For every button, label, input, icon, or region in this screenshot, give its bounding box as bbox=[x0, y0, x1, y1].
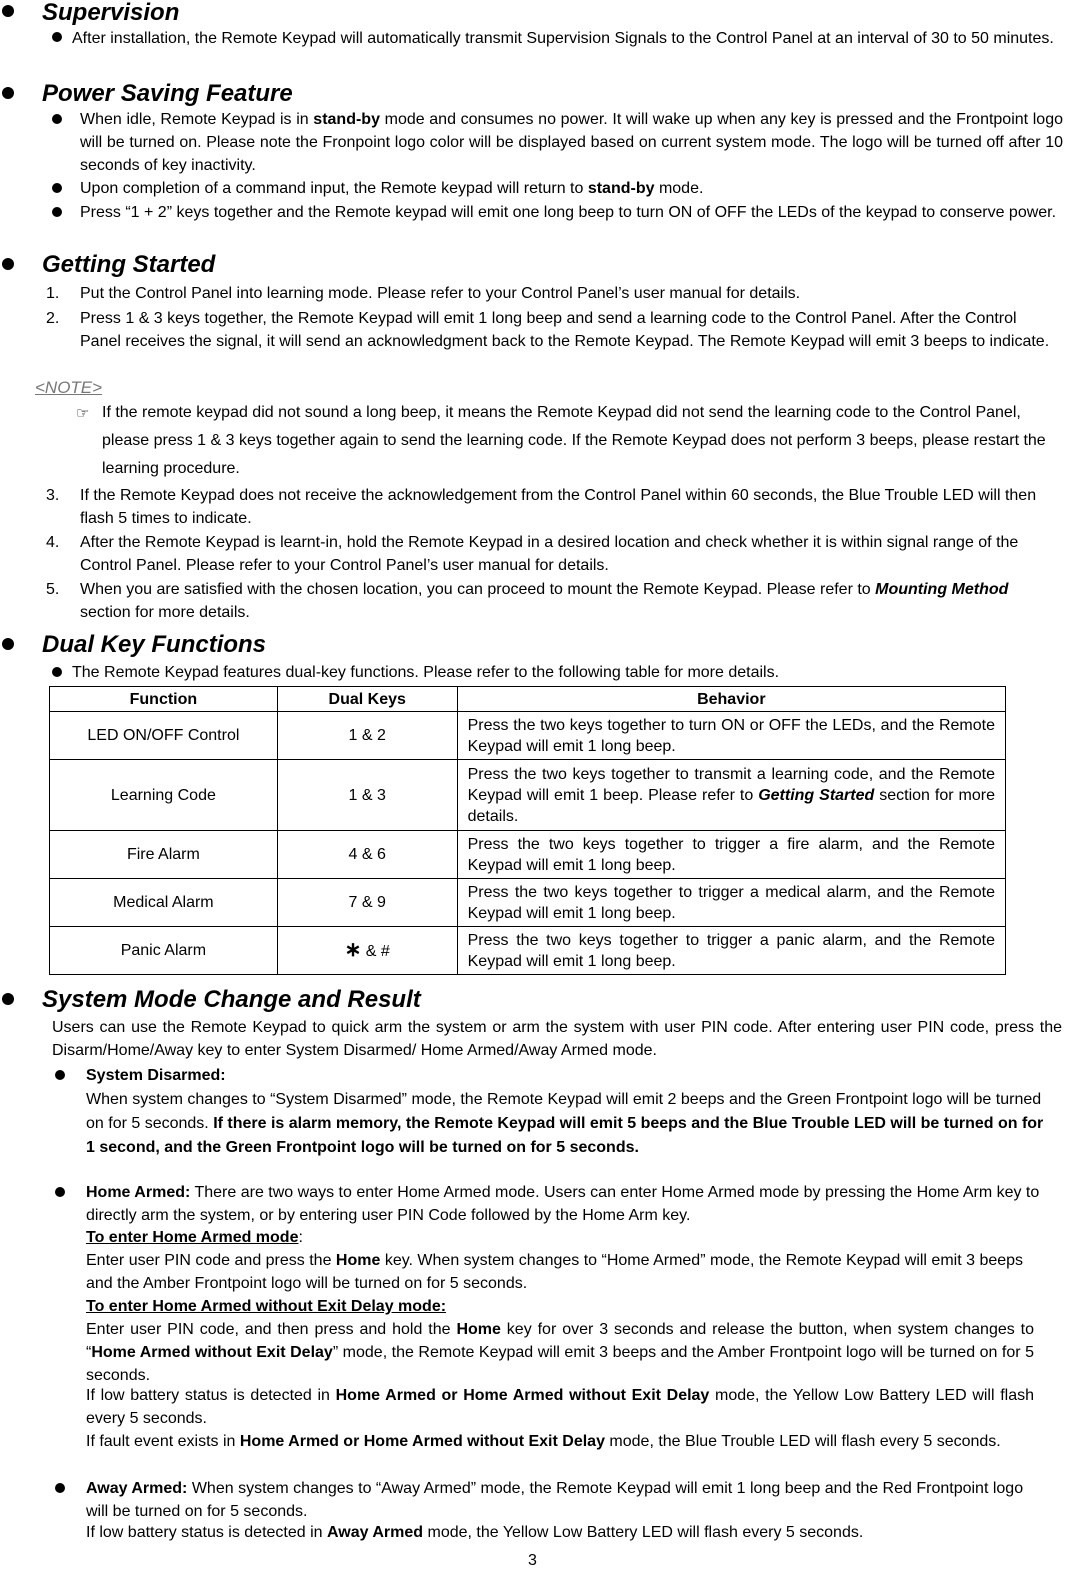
home-armed-sub2-title: To enter Home Armed without Exit Delay mode: bbox=[86, 1298, 447, 1315]
step-number: 1. bbox=[46, 285, 60, 302]
step-number: 2. bbox=[46, 310, 60, 327]
heading-bullet-icon bbox=[2, 258, 14, 270]
behavior-cell: Press the two keys together to trigger a medical alarm, and the Remote Keypad will emit 1 long beep. bbox=[457, 879, 1005, 927]
function-cell: Panic Alarm bbox=[50, 927, 278, 975]
step-1-text: Put the Control Panel into learning mode. Please refer to your Control Panel’s user manual for details. bbox=[80, 285, 801, 302]
page-number: 3 bbox=[528, 1552, 537, 1569]
disarmed-title: System Disarmed: bbox=[86, 1067, 226, 1084]
heading-bullet-icon bbox=[2, 87, 14, 99]
keys-cell: 4 & 6 bbox=[277, 831, 457, 879]
step-5-text: When you are satisfied with the chosen location, you can proceed to mount the Remote Keypad. Please refer to Mounting Method section for more details. bbox=[80, 581, 1009, 621]
table-row bbox=[50, 831, 1006, 879]
step-2-text: Press 1 & 3 keys together, the Remote Keypad will emit 1 long beep and send a learning code to the Control Panel. After the Control Panel receives the signal, it will send an acknowledgment back to the Remote Keypad. The Remote Keypad will emit 3 beeps to indicate. bbox=[80, 310, 1050, 350]
behavior-cell: Press the two keys together to turn ON or OFF the LEDs, and the Remote Keypad will emit 1 long beep. bbox=[457, 712, 1005, 760]
bullet-icon bbox=[52, 32, 62, 42]
bullet-icon bbox=[52, 667, 62, 677]
home-armed-low-battery: If low battery status is detected in Home Armed or Home Armed without Exit Delay mode, the Yellow Low Battery LED will flash every 5 seconds. bbox=[86, 1387, 1035, 1427]
table-row bbox=[50, 712, 1006, 760]
power-saving-bullet-3: Press “1 + 2” keys together and the Remote keypad will emit one long beep to turn ON of OFF the LEDs of the keypad to conserve power. bbox=[80, 204, 1057, 221]
note-text: If the remote keypad did not sound a long beep, it means the Remote Keypad did not send the learning code to the Control Panel, please press 1 & 3 keys together again to send the learning code. If the Remote Keypad does not perform 3 beeps, please restart the learning procedure. bbox=[102, 404, 1046, 477]
home-armed-text: Home Armed: There are two ways to enter Home Armed mode. Users can enter Home Armed mode by pressing the Home Arm key to directly arm the system, or by entering user PIN Code followed by the Home Arm key. bbox=[86, 1184, 1040, 1224]
bullet-icon bbox=[55, 1483, 65, 1493]
section-heading-power-saving: Power Saving Feature bbox=[42, 80, 293, 107]
supervision-text: After installation, the Remote Keypad will automatically transmit Supervision Signals to the Control Panel at an interval of 30 to 50 minutes. bbox=[72, 30, 1054, 47]
bullet-icon bbox=[52, 207, 62, 217]
keys-cell: 1 & 2 bbox=[277, 712, 457, 760]
disarmed-text: When system changes to “System Disarmed” mode, the Remote Keypad will emit 2 beeps and the Green Frontpoint logo will be turned on for 5 seconds. If there is alarm memory, the Remote Keypad will emit 5 beeps and the Blue Trouble LED will be turned on for 1 second, and the Green Frontpoint logo will be turned on for 5 seconds. bbox=[86, 1091, 1044, 1156]
keys-cell: 7 & 9 bbox=[277, 879, 457, 927]
table-row bbox=[50, 760, 1006, 831]
step-4-text: After the Remote Keypad is learnt-in, hold the Remote Keypad in a desired location and check whether it is within signal range of the Control Panel. Please refer to your Control Panel’s user manual for details. bbox=[80, 534, 1019, 574]
function-cell: LED ON/OFF Control bbox=[50, 712, 278, 760]
bullet-icon bbox=[55, 1187, 65, 1197]
heading-bullet-icon bbox=[2, 993, 14, 1005]
bullet-icon bbox=[52, 114, 62, 124]
behavior-cell: Press the two keys together to trigger a fire alarm, and the Remote Keypad will emit 1 long beep. bbox=[457, 831, 1005, 879]
dual-key-table bbox=[49, 686, 1006, 975]
keys-cell: ∗ & # bbox=[277, 927, 457, 975]
asterisk-icon: ∗ bbox=[344, 938, 362, 961]
power-saving-bullet-2: Upon completion of a command input, the Remote keypad will return to stand-by mode. bbox=[80, 180, 704, 197]
function-cell: Medical Alarm bbox=[50, 879, 278, 927]
system-mode-intro: Users can use the Remote Keypad to quick arm the system or arm the system with user PIN code. After entering user PIN code, press the Disarm/Home/Away key to enter System Disarmed/ Home Armed/Away Armed mode. bbox=[52, 1019, 1062, 1059]
heading-bullet-icon bbox=[2, 5, 14, 17]
function-cell: Learning Code bbox=[50, 760, 278, 831]
step-number: 3. bbox=[46, 487, 60, 504]
home-armed-fault: If fault event exists in Home Armed or Home Armed without Exit Delay mode, the Blue Trouble LED will flash every 5 seconds. bbox=[86, 1433, 1001, 1450]
away-armed-text: Away Armed: When system changes to “Away Armed” mode, the Remote Keypad will emit 1 long beep and the Red Frontpoint logo will be turned on for 5 seconds. bbox=[86, 1480, 1024, 1520]
bullet-icon bbox=[55, 1070, 65, 1080]
behavior-cell: Press the two keys together to transmit a learning code, and the Remote Keypad will emit 1 beep. Please refer to Getting Started section for more details. bbox=[457, 760, 1005, 831]
column-header-dual-keys: Dual Keys bbox=[277, 687, 457, 712]
column-header-function: Function bbox=[50, 687, 278, 712]
section-heading-system-mode: System Mode Change and Result bbox=[42, 986, 421, 1013]
pointing-hand-icon: ☞ bbox=[76, 405, 90, 422]
table-row bbox=[50, 927, 1006, 975]
away-armed-low-battery: If low battery status is detected in Away Armed mode, the Yellow Low Battery LED will flash every 5 seconds. bbox=[86, 1524, 864, 1541]
home-armed-sub2-text: Enter user PIN code, and then press and hold the Home key for over 3 seconds and release the button, when system changes to “Home Armed without Exit Delay” mode, the Remote Keypad will emit 3 beeps and the Amber Frontpoint logo will be turned on for 5 seconds. bbox=[86, 1321, 1035, 1384]
step-3-text: If the Remote Keypad does not receive the acknowledgement from the Control Panel within 60 seconds, the Blue Trouble LED will then flash 5 times to indicate. bbox=[80, 487, 1037, 527]
function-cell: Fire Alarm bbox=[50, 831, 278, 879]
section-heading-getting-started: Getting Started bbox=[42, 251, 216, 278]
heading-bullet-icon bbox=[2, 638, 14, 650]
dual-key-intro: The Remote Keypad features dual-key functions. Please refer to the following table for more details. bbox=[72, 664, 780, 681]
bullet-icon bbox=[52, 183, 62, 193]
step-number: 4. bbox=[46, 534, 60, 551]
power-saving-bullet-1: When idle, Remote Keypad is in stand-by mode and consumes no power. It will wake up when any key is pressed and the Frontpoint logo will be turned on. Please note the Fronpoint logo color will be displayed based on current system mode. The logo will be turned off after 10 seconds of key inactivity. bbox=[80, 111, 1063, 174]
section-heading-dual-key: Dual Key Functions bbox=[42, 631, 267, 658]
table-header-row bbox=[50, 687, 1006, 712]
table-row bbox=[50, 879, 1006, 927]
home-armed-sub1-text: Enter user PIN code and press the Home key. When system changes to “Home Armed” mode, the Remote Keypad will emit 3 beeps and the Amber Frontpoint logo will be turned on for 5 seconds. bbox=[86, 1252, 1024, 1292]
behavior-cell: Press the two keys together to trigger a panic alarm, and the Remote Keypad will emit 1 long beep. bbox=[457, 927, 1005, 975]
column-header-behavior: Behavior bbox=[457, 687, 1005, 712]
step-number: 5. bbox=[46, 581, 60, 598]
home-armed-sub1-title: To enter Home Armed mode: bbox=[86, 1229, 303, 1246]
note-label: <NOTE> bbox=[35, 378, 103, 397]
section-heading-supervision: Supervision bbox=[42, 0, 180, 26]
keys-cell: 1 & 3 bbox=[277, 760, 457, 831]
